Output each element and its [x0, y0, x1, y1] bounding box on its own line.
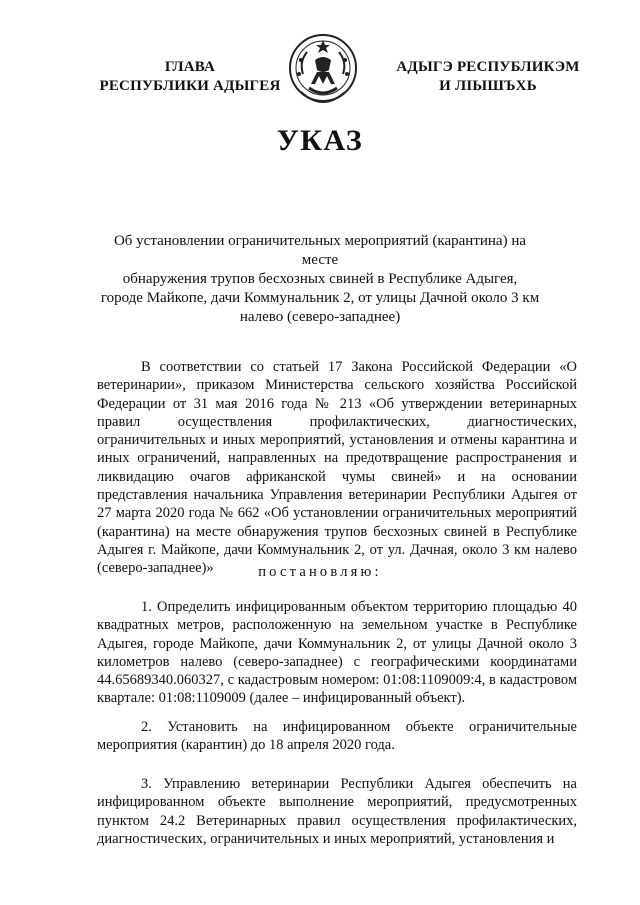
decree-item-2: 2. Установить на инфицированном объекте ограничительные мероприятия (карантин) до 18 апреля 2020 года.	[97, 719, 577, 754]
decree-title	[100, 232, 540, 327]
title-line-3: городе Майкопе, дачи Коммунальник 2, от улицы Дачной около 3 км	[100, 290, 540, 306]
issuer-title-adyghe	[388, 58, 588, 96]
coat-of-arms-icon	[287, 30, 359, 110]
decree-resolution-word: постановляю:	[258, 564, 382, 580]
issuer-title-russian	[80, 58, 300, 96]
title-line-4: налево (северо-западнее)	[239, 309, 401, 325]
title-line-2: обнаружения трупов бесхозных свиней в Республике Адыгея,	[122, 271, 518, 287]
document-type-heading: УКАЗ	[276, 124, 364, 157]
title-line-1: Об установлении ограничительных мероприятий (карантина) на месте	[113, 233, 527, 268]
preamble-paragraph: В соответствии со статьей 17 Закона Российской Федерации «О ветеринарии», приказом Министерства сельского хозяйства Российской Федерации от 31 мая 2016 года № 213 «Об утверждении ветеринарных правил осуществления профилактических, диагностических, ограничительных и иных мероприятий, установления и отмены карантина и иных ограничений, направленных на предотвращение распространения и ликвидацию очагов африканской чумы свиней» и на основании представления начальника Управления ветеринарии Республики Адыгея от 27 марта 2020 года № 662 «Об установлении ограничительных мероприятий (карантина) на месте обнаружения трупов бесхозных свиней в Республике Адыгея г. Майкопе, дачи Коммунальник 2, от ул. Дачная, около 3 км налево (северо-западнее)»	[97, 359, 577, 577]
issuer-adyghe-line-1: АДЫГЭ РЕСПУБЛИКЭМ	[396, 59, 580, 75]
decree-item-3: 3. Управлению ветеринарии Республики Адыгея обеспечить на инфицированном объекте выполнение мероприятий, предусмотренных пунктом 24.2 Ветеринарных правил осуществления профилактических, диагностических, ограничительных и иных мероприятий, установления и	[97, 776, 577, 847]
decree-item-1: 1. Определить инфицированным объектом территорию площадью 40 квадратных метров, расположенную на земельном участке в Республике Адыгея, городе Майкопе, дачи Коммунальник 2, от улицы Дачной около 3 километров налево (северо-западнее) с географическими координатами 44.65689340.060327, с кадастровым номером: 01:08:1109009:4, в кадастровом квартале: 01:08:1109009 (далее – инфицированный объект).	[97, 599, 577, 707]
issuer-adyghe-line-2: И ЛІЫШЪХЬ	[439, 78, 537, 94]
issuer-line-2: РЕСПУБЛИКИ АДЫГЕЯ	[99, 78, 281, 94]
issuer-line-1: ГЛАВА	[164, 59, 216, 75]
